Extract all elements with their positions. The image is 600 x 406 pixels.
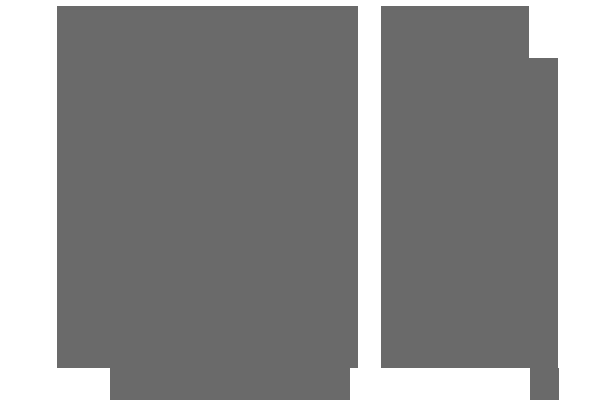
right-panel-extension[interactable]	[529, 58, 558, 368]
left-panel[interactable]	[57, 6, 358, 368]
left-panel-footer[interactable]	[110, 368, 350, 400]
right-panel-footer[interactable]	[530, 368, 559, 400]
right-panel[interactable]	[381, 6, 529, 368]
